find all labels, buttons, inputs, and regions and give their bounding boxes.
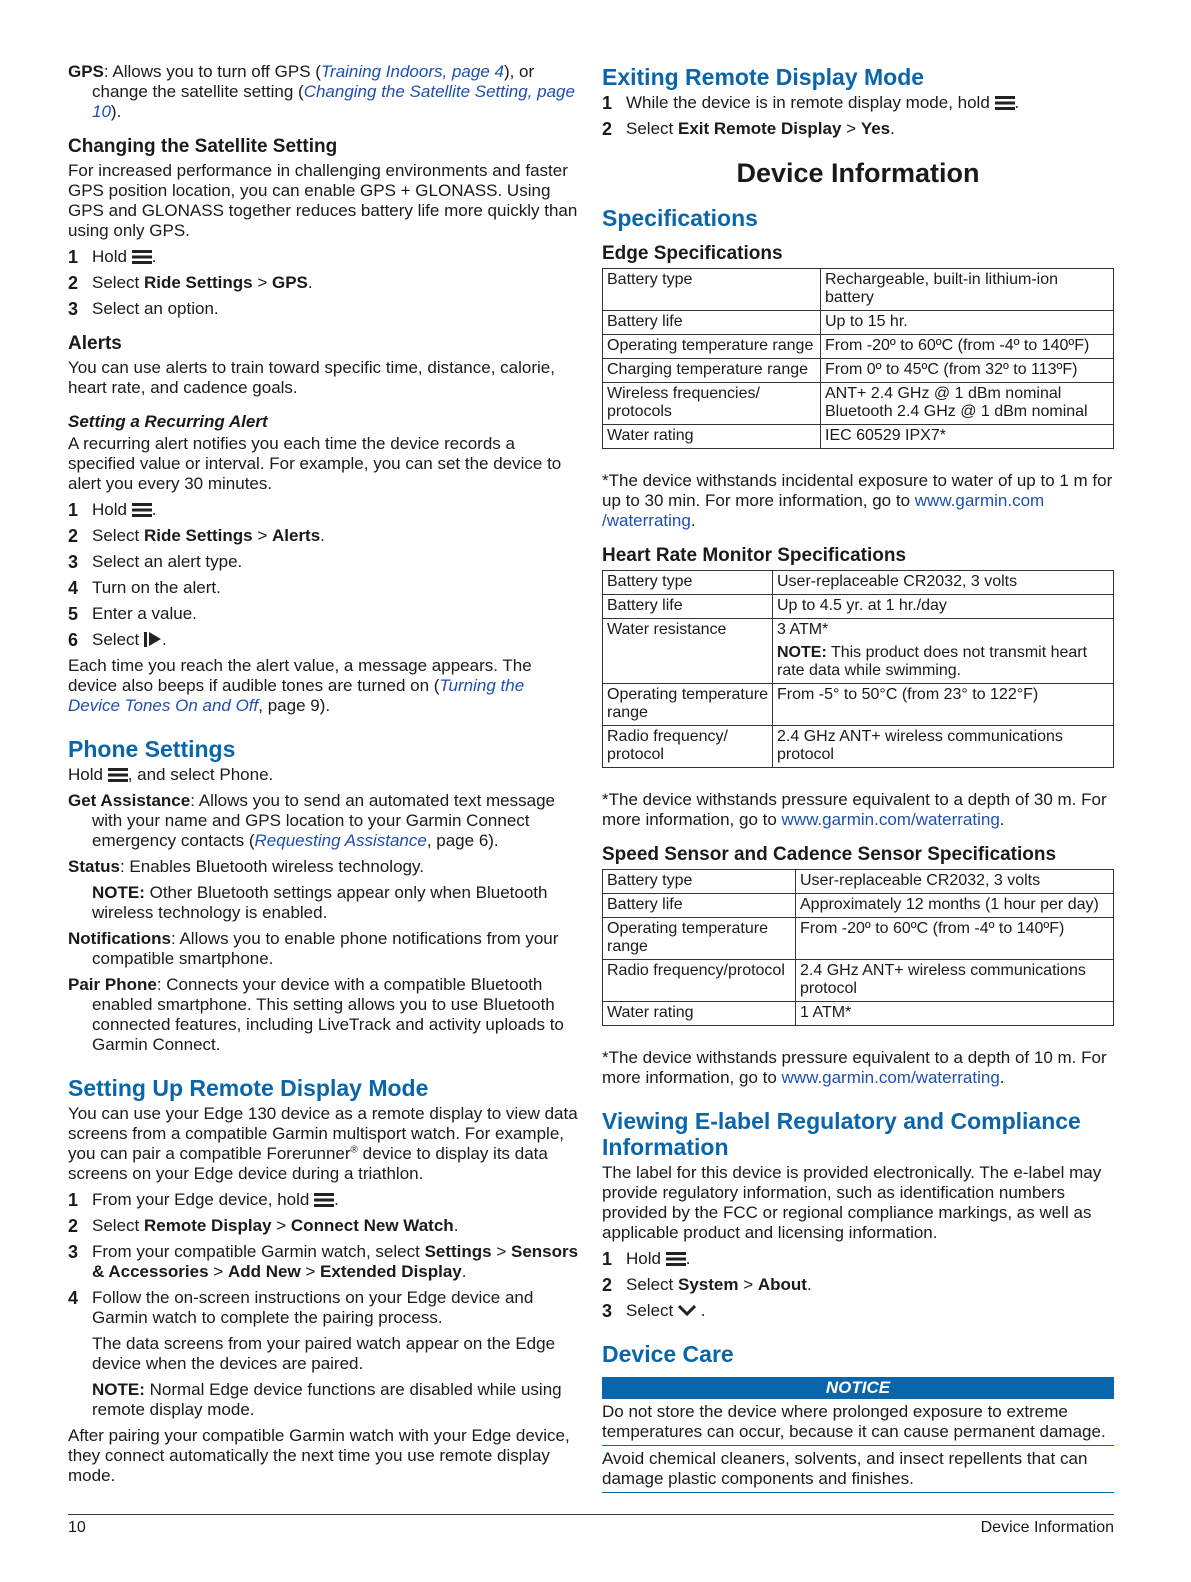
table-row: Battery life Approximately 12 months (1 hour per day)	[603, 894, 1114, 918]
notice-text: Do not store the device where prolonged exposure to extreme temperatures can occur, because it can cause permanent damage.	[602, 1399, 1114, 1446]
satellite-steps	[68, 247, 580, 319]
phone-settings-heading: Phone Settings	[68, 736, 236, 762]
table-row: Battery type User-replaceable CR2032, 3 volts	[603, 870, 1114, 894]
care-text: Avoid chemical cleaners, solvents, and insect repellents that can damage plastic components and finishes.	[602, 1446, 1114, 1493]
link-waterrating[interactable]: www.garmin.com/waterrating	[781, 810, 1000, 829]
table-row: Wireless frequencies/ protocols ANT+ 2.4 GHz @ 1 dBm nominal Bluetooth 2.4 GHz @ 1 dBm nominal	[603, 383, 1114, 425]
satellite-body: For increased performance in challenging environments and faster GPS position location, you can enable GPS + GLONASS. Using GPS and GLONASS together reduces battery life more quickly than using only GPS.	[68, 161, 578, 240]
table-row: Battery type User-replaceable CR2032, 3 volts	[603, 571, 1114, 595]
hrm-specs-footnote: *The device withstands pressure equivalent to a depth of 30 m. For more information, go to www.garmin.com/waterrating.	[602, 790, 1107, 829]
notifications-definition: Notifications: Allows you to enable phone notifications from your compatible smartphone.	[68, 929, 559, 968]
check-icon	[678, 1304, 696, 1316]
step-item: 4 Turn on the alert.	[68, 578, 221, 598]
pair-phone-definition: Pair Phone: Connects your device with a compatible Bluetooth enabled smartphone. This setting allows you to use Bluetooth connected features, including LiveTrack and activity uploads to Garmin Connect.	[68, 975, 564, 1054]
menu-icon	[132, 503, 152, 517]
link-waterrating[interactable]: www.garmin.com /waterrating	[602, 491, 1045, 530]
table-row: Battery life Up to 4.5 yr. at 1 hr./day	[603, 595, 1114, 619]
edge-specs-table	[602, 268, 1114, 449]
menu-icon	[132, 250, 152, 264]
speed-cadence-specs-heading: Speed Sensor and Cadence Sensor Specifications	[602, 844, 1057, 865]
status-definition: Status: Enables Bluetooth wireless technology.	[68, 857, 424, 876]
step-item: 1 Hold .	[68, 247, 157, 267]
menu-icon	[995, 96, 1015, 110]
alerts-body: You can use alerts to train toward specific time, distance, calorie, heart rate, and cadence goals.	[68, 358, 555, 397]
hrm-specs-table	[602, 570, 1114, 768]
exit-remote-heading: Exiting Remote Display Mode	[602, 64, 925, 90]
satellite-heading: Changing the Satellite Setting	[68, 136, 338, 157]
step-item: 3 From your compatible Garmin watch, select Settings > Sensors & Accessories > Add New > Extended Display.	[68, 1242, 579, 1281]
hrm-water-note: NOTE: This product does not transmit heart rate data while swimming.	[777, 644, 1088, 679]
remote-step-4-result: The data screens from your paired watch appear on the Edge device when the devices are paired.	[92, 1334, 556, 1373]
step-item: 2 Select Exit Remote Display > Yes.	[602, 119, 895, 139]
left-column	[68, 62, 580, 1492]
step-item: 4 Follow the on-screen instructions on your Edge device and Garmin watch to complete the pairing process.	[68, 1288, 534, 1327]
device-care-heading: Device Care	[602, 1341, 734, 1367]
speed-cadence-footnote: *The device withstands pressure equivalent to a depth of 10 m. For more information, go to www.garmin.com/waterrating.	[602, 1048, 1107, 1087]
alerts-heading: Alerts	[68, 333, 122, 354]
step-item: 1 While the device is in remote display mode, hold .	[602, 93, 1020, 113]
link-training-indoors[interactable]: Training Indoors, page 4	[320, 62, 504, 81]
edge-specs-heading: Edge Specifications	[602, 243, 783, 264]
menu-icon	[108, 768, 128, 782]
table-row: Water resistance 3 ATM* NOTE: This product does not transmit heart rate data while swimming.	[603, 619, 1114, 684]
table-row: Charging temperature range From 0º to 45ºC (from 32º to 113ºF)	[603, 359, 1114, 383]
get-assistance-definition: Get Assistance: Allows you to send an automated text message with your name and GPS location to your Garmin Connect emergency contacts (Requesting Assistance, page 6).	[68, 791, 555, 850]
footer-divider	[68, 1514, 1114, 1515]
step-item: 5 Enter a value.	[68, 604, 197, 624]
start-stop-icon	[144, 632, 162, 647]
step-item: 1 Hold .	[68, 500, 157, 520]
step-item: 3 Select .	[602, 1301, 706, 1321]
step-item: 1 Hold .	[602, 1249, 691, 1269]
remote-display-body: You can use your Edge 130 device as a remote display to view data screens from a compatible Garmin multisport watch. For example, you can pair a compatible Forerunner® device to display its data screens on your Edge device during a triathlon.	[68, 1104, 578, 1183]
table-row: Operating temperature range From -5° to 50°C (from 23° to 122°F)	[603, 684, 1114, 726]
table-row: Water rating 1 ATM*	[603, 1002, 1114, 1026]
step-item: 2 Select System > About.	[602, 1275, 812, 1295]
table-row: Operating temperature range From -20º to 60ºC (from -4º to 140ºF)	[603, 918, 1114, 960]
link-requesting-assistance[interactable]: Requesting Assistance	[254, 831, 427, 850]
elabel-steps	[602, 1249, 1114, 1321]
page-number: 10	[68, 1519, 86, 1536]
speed-cadence-specs-table	[602, 869, 1114, 1026]
right-column	[602, 64, 1114, 1493]
table-row: Operating temperature range From -20º to 60ºC (from -4º to 140ºF)	[603, 335, 1114, 359]
table-row: Radio frequency/ protocol 2.4 GHz ANT+ wireless communications protocol	[603, 726, 1114, 768]
alert-steps	[68, 500, 580, 650]
edge-specs-footnote: *The device withstands incidental exposure to water of up to 1 m for up to 30 min. For more information, go to www.garmin.com /waterrating.	[602, 471, 1113, 530]
gps-setting-definition: GPS: Allows you to turn off GPS (Training Indoors, page 4), or change the satellite setting (Changing the Satellite Setting, page 10).	[68, 62, 575, 121]
remote-display-note: NOTE: Normal Edge device functions are disabled while using remote display mode.	[92, 1380, 562, 1419]
step-item: 3 Select an option.	[68, 299, 219, 319]
bluetooth-note: NOTE: Other Bluetooth settings appear only when Bluetooth wireless technology is enabled.	[92, 883, 548, 922]
section-title: Device Information	[736, 158, 980, 188]
alerts-after-text: Each time you reach the alert value, a message appears. The device also beeps if audible tones are turned on (Turning the Device Tones On and Off, page 9).	[68, 656, 532, 715]
footer-section-name: Device Information	[980, 1519, 1114, 1536]
step-item: 2 Select Remote Display > Connect New Watch.	[68, 1216, 459, 1236]
link-waterrating[interactable]: www.garmin.com/waterrating	[781, 1068, 1000, 1087]
elabel-heading: Viewing E-label Regulatory and Compliance Information	[602, 1108, 1081, 1160]
step-item: 6 Select .	[68, 630, 167, 650]
step-item: 2 Select Ride Settings > GPS.	[68, 273, 313, 293]
remote-display-heading: Setting Up Remote Display Mode	[68, 1075, 429, 1101]
recurring-alert-body: A recurring alert notifies you each time the device records a specified value or interval. For example, you can set the device to alert you every 30 minutes.	[68, 434, 562, 493]
table-row: Water rating IEC 60529 IPX7*	[603, 425, 1114, 449]
table-row: Battery type Rechargeable, built-in lithium-ion battery	[603, 269, 1114, 311]
step-item: 2 Select Ride Settings > Alerts.	[68, 526, 325, 546]
remote-display-after: After pairing your compatible Garmin watch with your Edge device, they connect automatically the next time you use remote display mode.	[68, 1426, 570, 1485]
step-item: 3 Select an alert type.	[68, 552, 243, 572]
menu-icon	[666, 1252, 686, 1266]
table-row: Radio frequency/protocol 2.4 GHz ANT+ wireless communications protocol	[603, 960, 1114, 1002]
link-changing-satellite-setting[interactable]: Changing the Satellite Setting, page 10	[92, 82, 575, 121]
step-item: 1 From your Edge device, hold .	[68, 1190, 339, 1210]
specifications-heading: Specifications	[602, 205, 758, 231]
menu-icon	[314, 1193, 334, 1207]
recurring-alert-heading: Setting a Recurring Alert	[68, 412, 268, 431]
phone-intro: Hold , and select Phone.	[68, 765, 274, 784]
remote-display-steps	[68, 1190, 580, 1328]
exit-remote-steps	[602, 93, 1114, 139]
notice-banner: NOTICE	[602, 1377, 1114, 1399]
hrm-specs-heading: Heart Rate Monitor Specifications	[602, 545, 907, 566]
table-row: Battery life Up to 15 hr.	[603, 311, 1114, 335]
link-device-tones[interactable]: Turning the Device Tones On and Off	[68, 676, 525, 715]
elabel-body: The label for this device is provided electronically. The e-label may provide regulatory information, such as identification numbers provided by the FCC or regional compliance markings, as well as applicable product and licensing information.	[602, 1163, 1102, 1242]
